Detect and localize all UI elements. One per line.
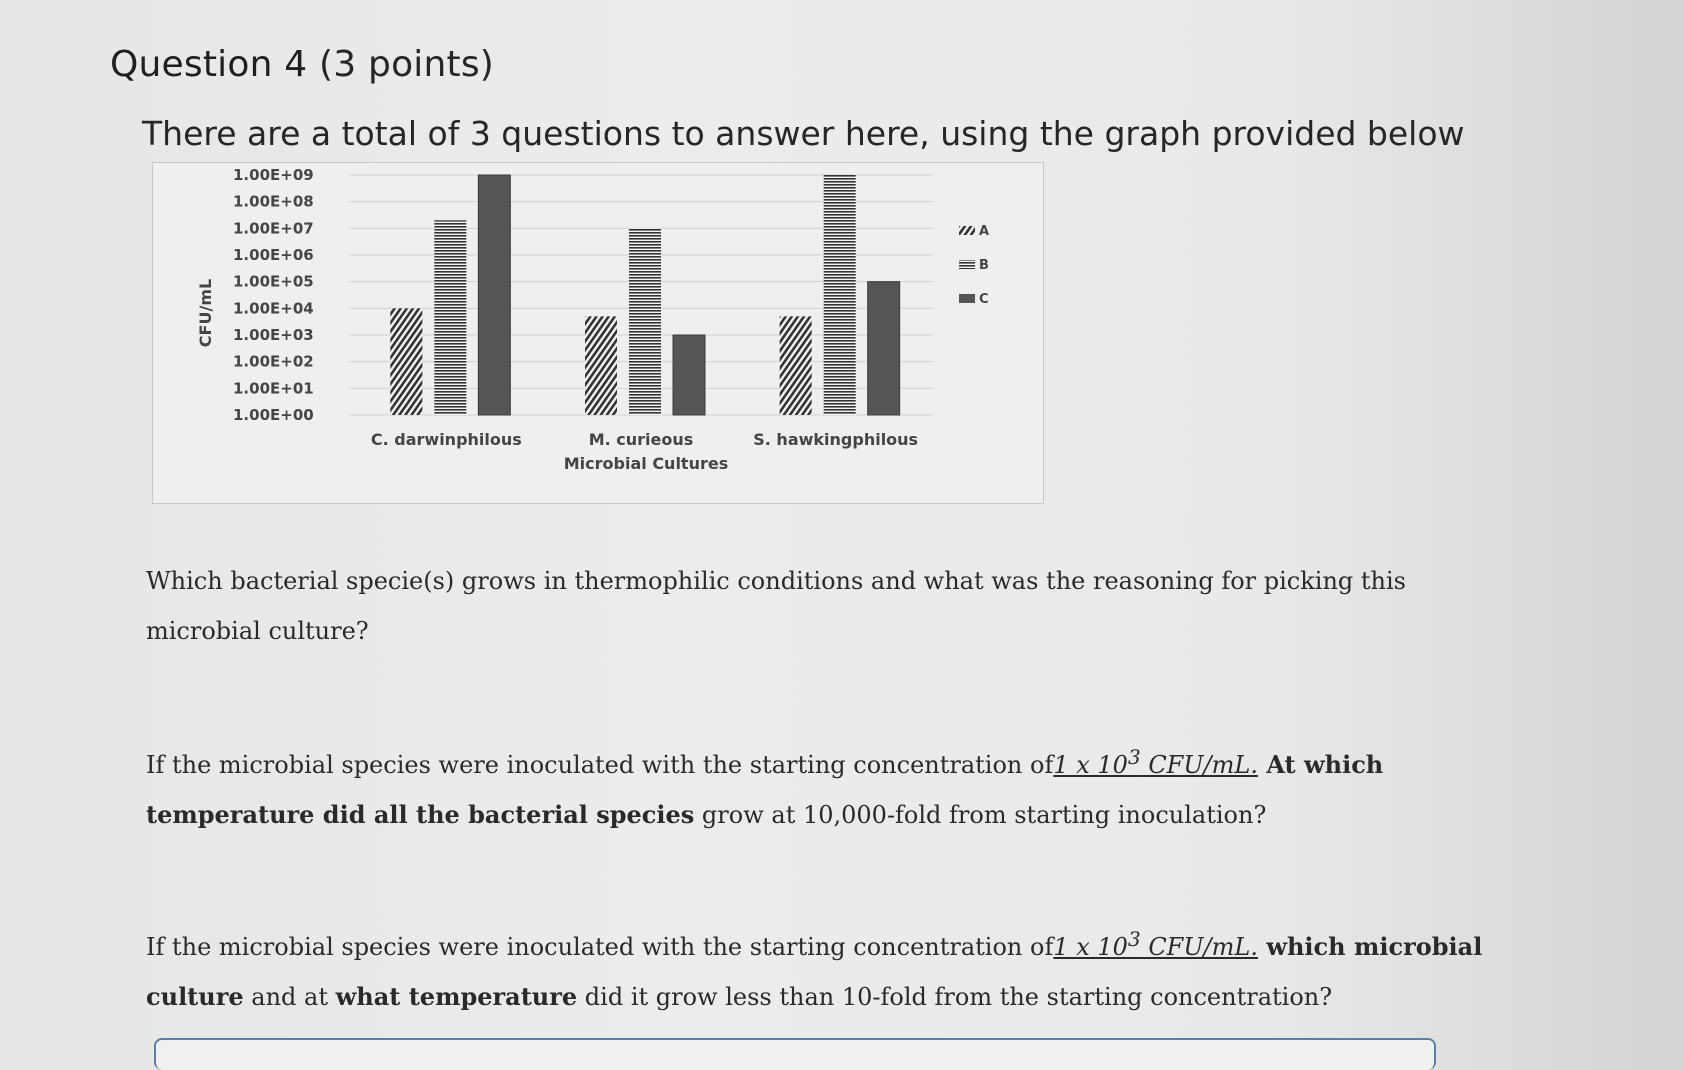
question-3-start: If the microbial species were inoculated with the starting concentration of (146, 933, 1054, 961)
chart-svg (153, 163, 1043, 503)
question-3-conc-base: 1 x 10 (1053, 933, 1128, 961)
x-category-label: C. darwinphilous (370, 430, 522, 449)
question-1 (146, 556, 1526, 656)
question-3-bold-2: what temperature (335, 982, 578, 1011)
x-category-label: S. hawkingphilous (753, 430, 919, 449)
question-3-mid: and at (243, 983, 336, 1011)
bar-b (629, 228, 661, 415)
x-category-label: M. curieous (588, 430, 694, 449)
question-2 (146, 732, 1526, 840)
question-2-conc-unit: CFU/mL. (1140, 751, 1258, 779)
legend-swatch-c (959, 294, 975, 303)
y-tick-label: 1.00E+09 (233, 166, 314, 184)
y-tick-label: 1.00E+01 (233, 379, 314, 398)
question-3-end: did it grow less than 10-fold from the starting concentration? (577, 983, 1333, 1011)
question-label: Question 4 (110, 44, 308, 85)
question-points: (3 points) (319, 44, 495, 85)
y-tick-label: 1.00E+06 (233, 246, 314, 264)
x-axis-title: Microbial Cultures (563, 454, 729, 473)
question-intro: There are a total of 3 questions to answer here, using the graph provided below (142, 114, 1465, 153)
question-2-concentration (1053, 745, 1258, 779)
bar-b (824, 175, 856, 415)
question-3-conc-unit: CFU/mL. (1140, 933, 1258, 961)
bar-a (390, 308, 422, 415)
bar-c (478, 175, 510, 415)
question-3-concentration (1053, 927, 1258, 961)
question-2-conc-base: 1 x 10 (1053, 751, 1128, 779)
question-2-end: grow at 10,000-fold from starting inoculation? (694, 801, 1267, 829)
y-axis-title: CFU/mL (196, 278, 215, 348)
legend-swatch-b (959, 260, 975, 269)
question-title (110, 44, 494, 85)
y-tick-label: 1.00E+04 (233, 299, 314, 318)
bar-a (780, 316, 812, 415)
legend-label: B (979, 258, 989, 273)
legend-label: C (979, 292, 989, 307)
question-2-start: If the microbial species were inoculated with the starting concentration of (146, 751, 1054, 779)
y-tick-label: 1.00E+07 (233, 219, 314, 238)
bar-c (868, 282, 900, 415)
question-2-bold: At which temperature did all the bacterial species (146, 750, 1384, 829)
y-tick-label: 1.00E+00 (233, 406, 314, 424)
bar-b (434, 220, 466, 415)
legend-swatch-a (959, 226, 975, 235)
question-3-bold-1: which microbial culture (146, 932, 1483, 1011)
question-3-conc-exponent: 3 (1127, 927, 1141, 951)
bar-a (585, 316, 617, 415)
question-3 (146, 914, 1526, 1022)
question-1-text: Which bacterial specie(s) grows in thermophilic conditions and what was the reasoning for picking this microbial culture? (146, 567, 1406, 645)
bar-c (673, 335, 705, 415)
y-tick-label: 1.00E+03 (233, 326, 314, 344)
answer-text-box[interactable] (154, 1038, 1436, 1070)
y-tick-label: 1.00E+05 (233, 272, 314, 291)
bar-chart (152, 162, 1044, 504)
legend-label: A (979, 224, 990, 239)
y-tick-label: 1.00E+02 (233, 352, 314, 371)
y-tick-label: 1.00E+08 (233, 192, 314, 211)
question-2-conc-exponent: 3 (1127, 745, 1141, 769)
